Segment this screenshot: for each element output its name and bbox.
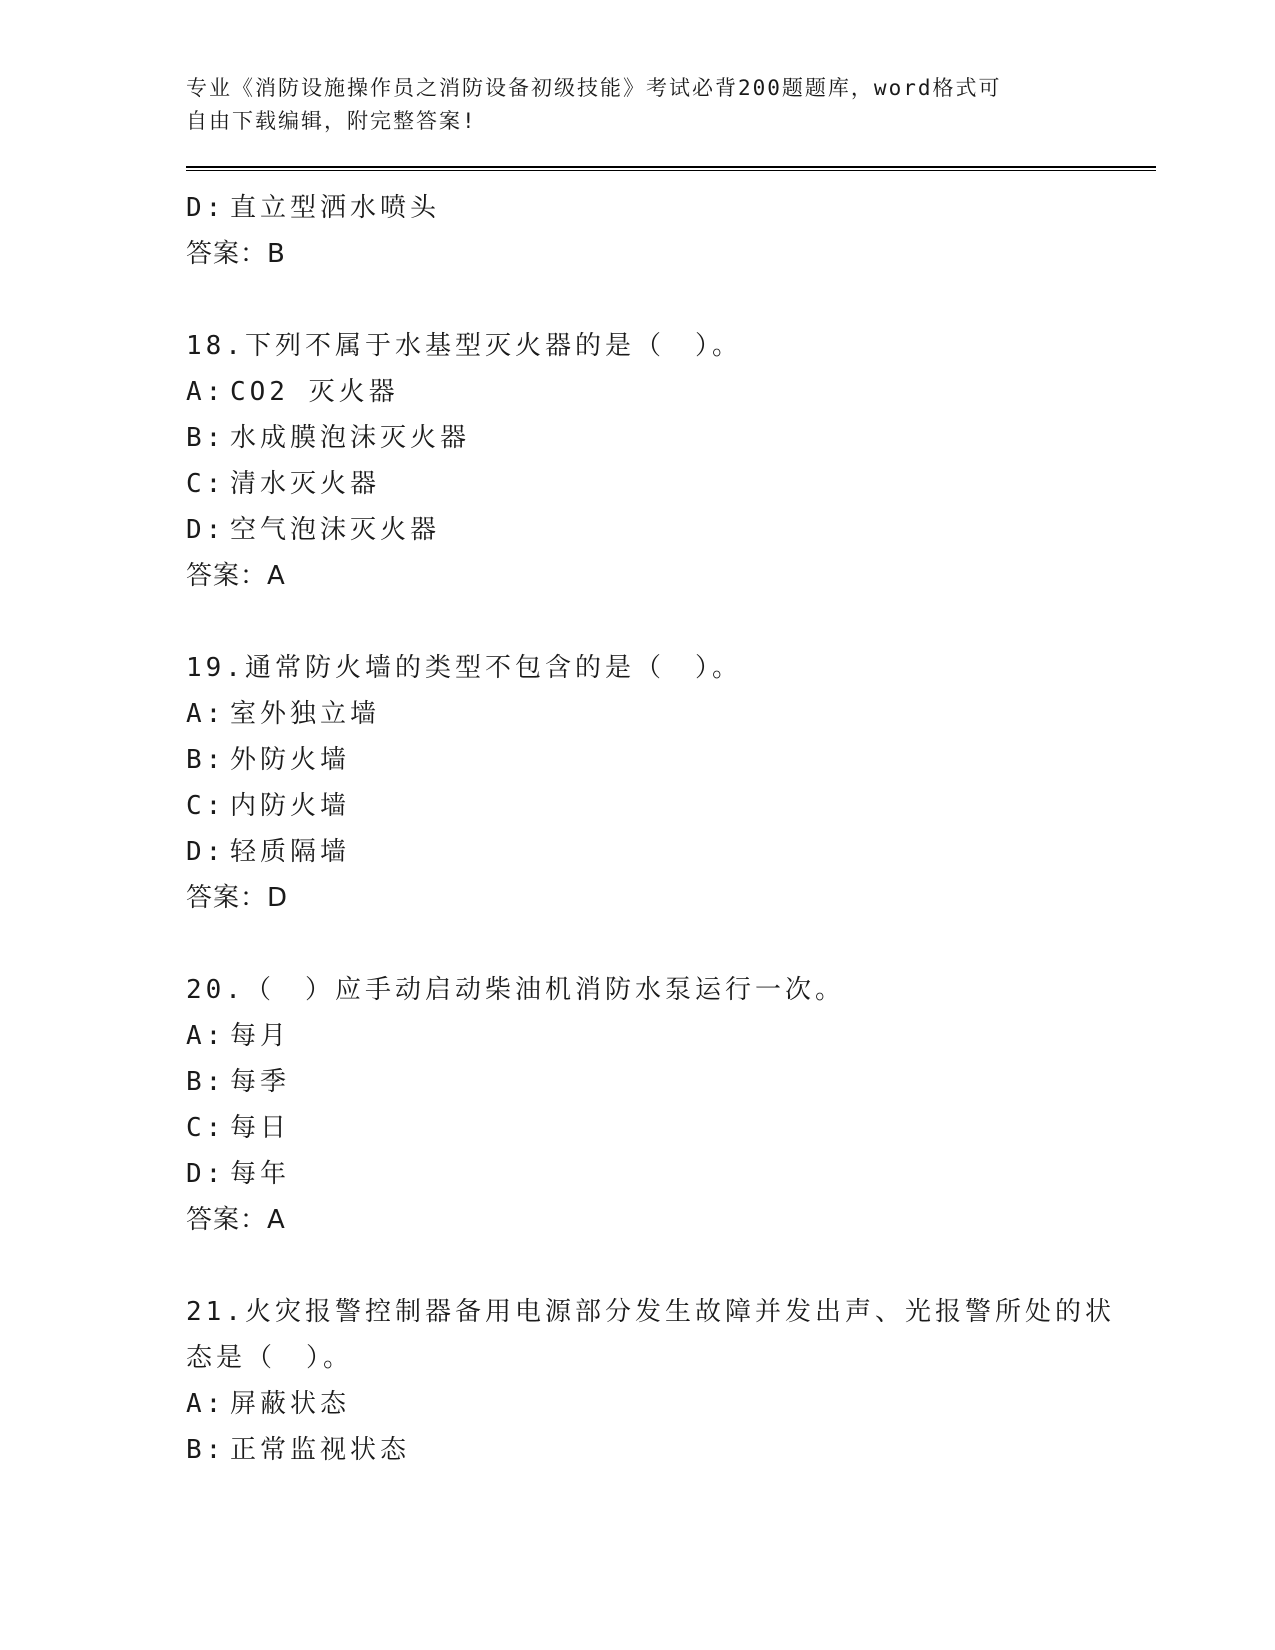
question-stem: 18.下列不属于水基型灭火器的是（ ）。: [186, 331, 742, 361]
question-stem: 19.通常防火墙的类型不包含的是（ ）。: [186, 653, 742, 683]
option-letter: B:: [186, 1067, 226, 1097]
option-letter: D:: [186, 515, 226, 545]
option-c: [186, 461, 1156, 507]
option-d: [186, 185, 1156, 231]
answer-line: 答案：B: [186, 239, 286, 269]
option-a: [186, 691, 1156, 737]
question-stem-line-1: 21.火灾报警控制器备用电源部分发生故障并发出声、光报警所处的状: [186, 1297, 1115, 1327]
option-letter: C:: [186, 469, 226, 499]
option-text: 水成膜泡沫灭火器: [230, 423, 471, 453]
answer-line: 答案：A: [186, 561, 286, 591]
option-text: 室外独立墙: [230, 699, 381, 729]
option-letter: A:: [186, 1021, 226, 1051]
option-a: [186, 1381, 1156, 1427]
option-text: 内防火墙: [230, 791, 351, 821]
option-letter: C:: [186, 1113, 226, 1143]
option-c: [186, 783, 1156, 829]
option-text: 空气泡沫灭火器: [230, 515, 441, 545]
option-text: 每月: [230, 1021, 291, 1051]
question-19: [186, 645, 1156, 921]
option-text: 外防火墙: [230, 745, 351, 775]
option-c: [186, 1105, 1156, 1151]
option-letter: D:: [186, 193, 226, 223]
option-letter: D:: [186, 837, 226, 867]
option-letter: A:: [186, 377, 226, 407]
option-text: 轻质隔墙: [230, 837, 351, 867]
option-text: 清水灭火器: [230, 469, 381, 499]
header-line-1: 专业《消防设施操作员之消防设备初级技能》考试必背200题题库，word格式可: [186, 76, 1002, 100]
document-header: [186, 72, 1156, 138]
option-b: [186, 737, 1156, 783]
question-stem: [186, 1289, 1156, 1381]
option-text: 正常监视状态: [230, 1435, 411, 1465]
option-letter: A:: [186, 699, 226, 729]
option-text: CO2 灭火器: [230, 377, 399, 407]
option-text: 每季: [230, 1067, 291, 1097]
question-17-tail: [186, 185, 1156, 277]
answer-line: 答案：D: [186, 883, 289, 913]
document-page: [186, 72, 1156, 1473]
option-text: 每年: [230, 1159, 291, 1189]
option-letter: B:: [186, 745, 226, 775]
question-18: [186, 323, 1156, 599]
option-letter: A:: [186, 1389, 226, 1419]
header-line-2: 自由下载编辑，附完整答案!: [186, 109, 477, 133]
option-b: [186, 415, 1156, 461]
question-stem-line-2: 态是（ ）。: [186, 1343, 354, 1373]
answer-line: 答案：A: [186, 1205, 286, 1235]
option-b: [186, 1059, 1156, 1105]
option-text: 每日: [230, 1113, 291, 1143]
option-d: [186, 507, 1156, 553]
question-stem: 20.（ ）应手动启动柴油机消防水泵运行一次。: [186, 975, 845, 1005]
question-21: [186, 1289, 1156, 1473]
option-letter: D:: [186, 1159, 226, 1189]
option-d: [186, 1151, 1156, 1197]
option-letter: B:: [186, 423, 226, 453]
option-text: 直立型洒水喷头: [230, 193, 441, 223]
option-letter: B:: [186, 1435, 226, 1465]
option-a: [186, 369, 1156, 415]
option-text: 屏蔽状态: [230, 1389, 351, 1419]
option-d: [186, 829, 1156, 875]
option-a: [186, 1013, 1156, 1059]
header-divider: [186, 166, 1156, 171]
option-letter: C:: [186, 791, 226, 821]
option-b: [186, 1427, 1156, 1473]
question-20: [186, 967, 1156, 1243]
